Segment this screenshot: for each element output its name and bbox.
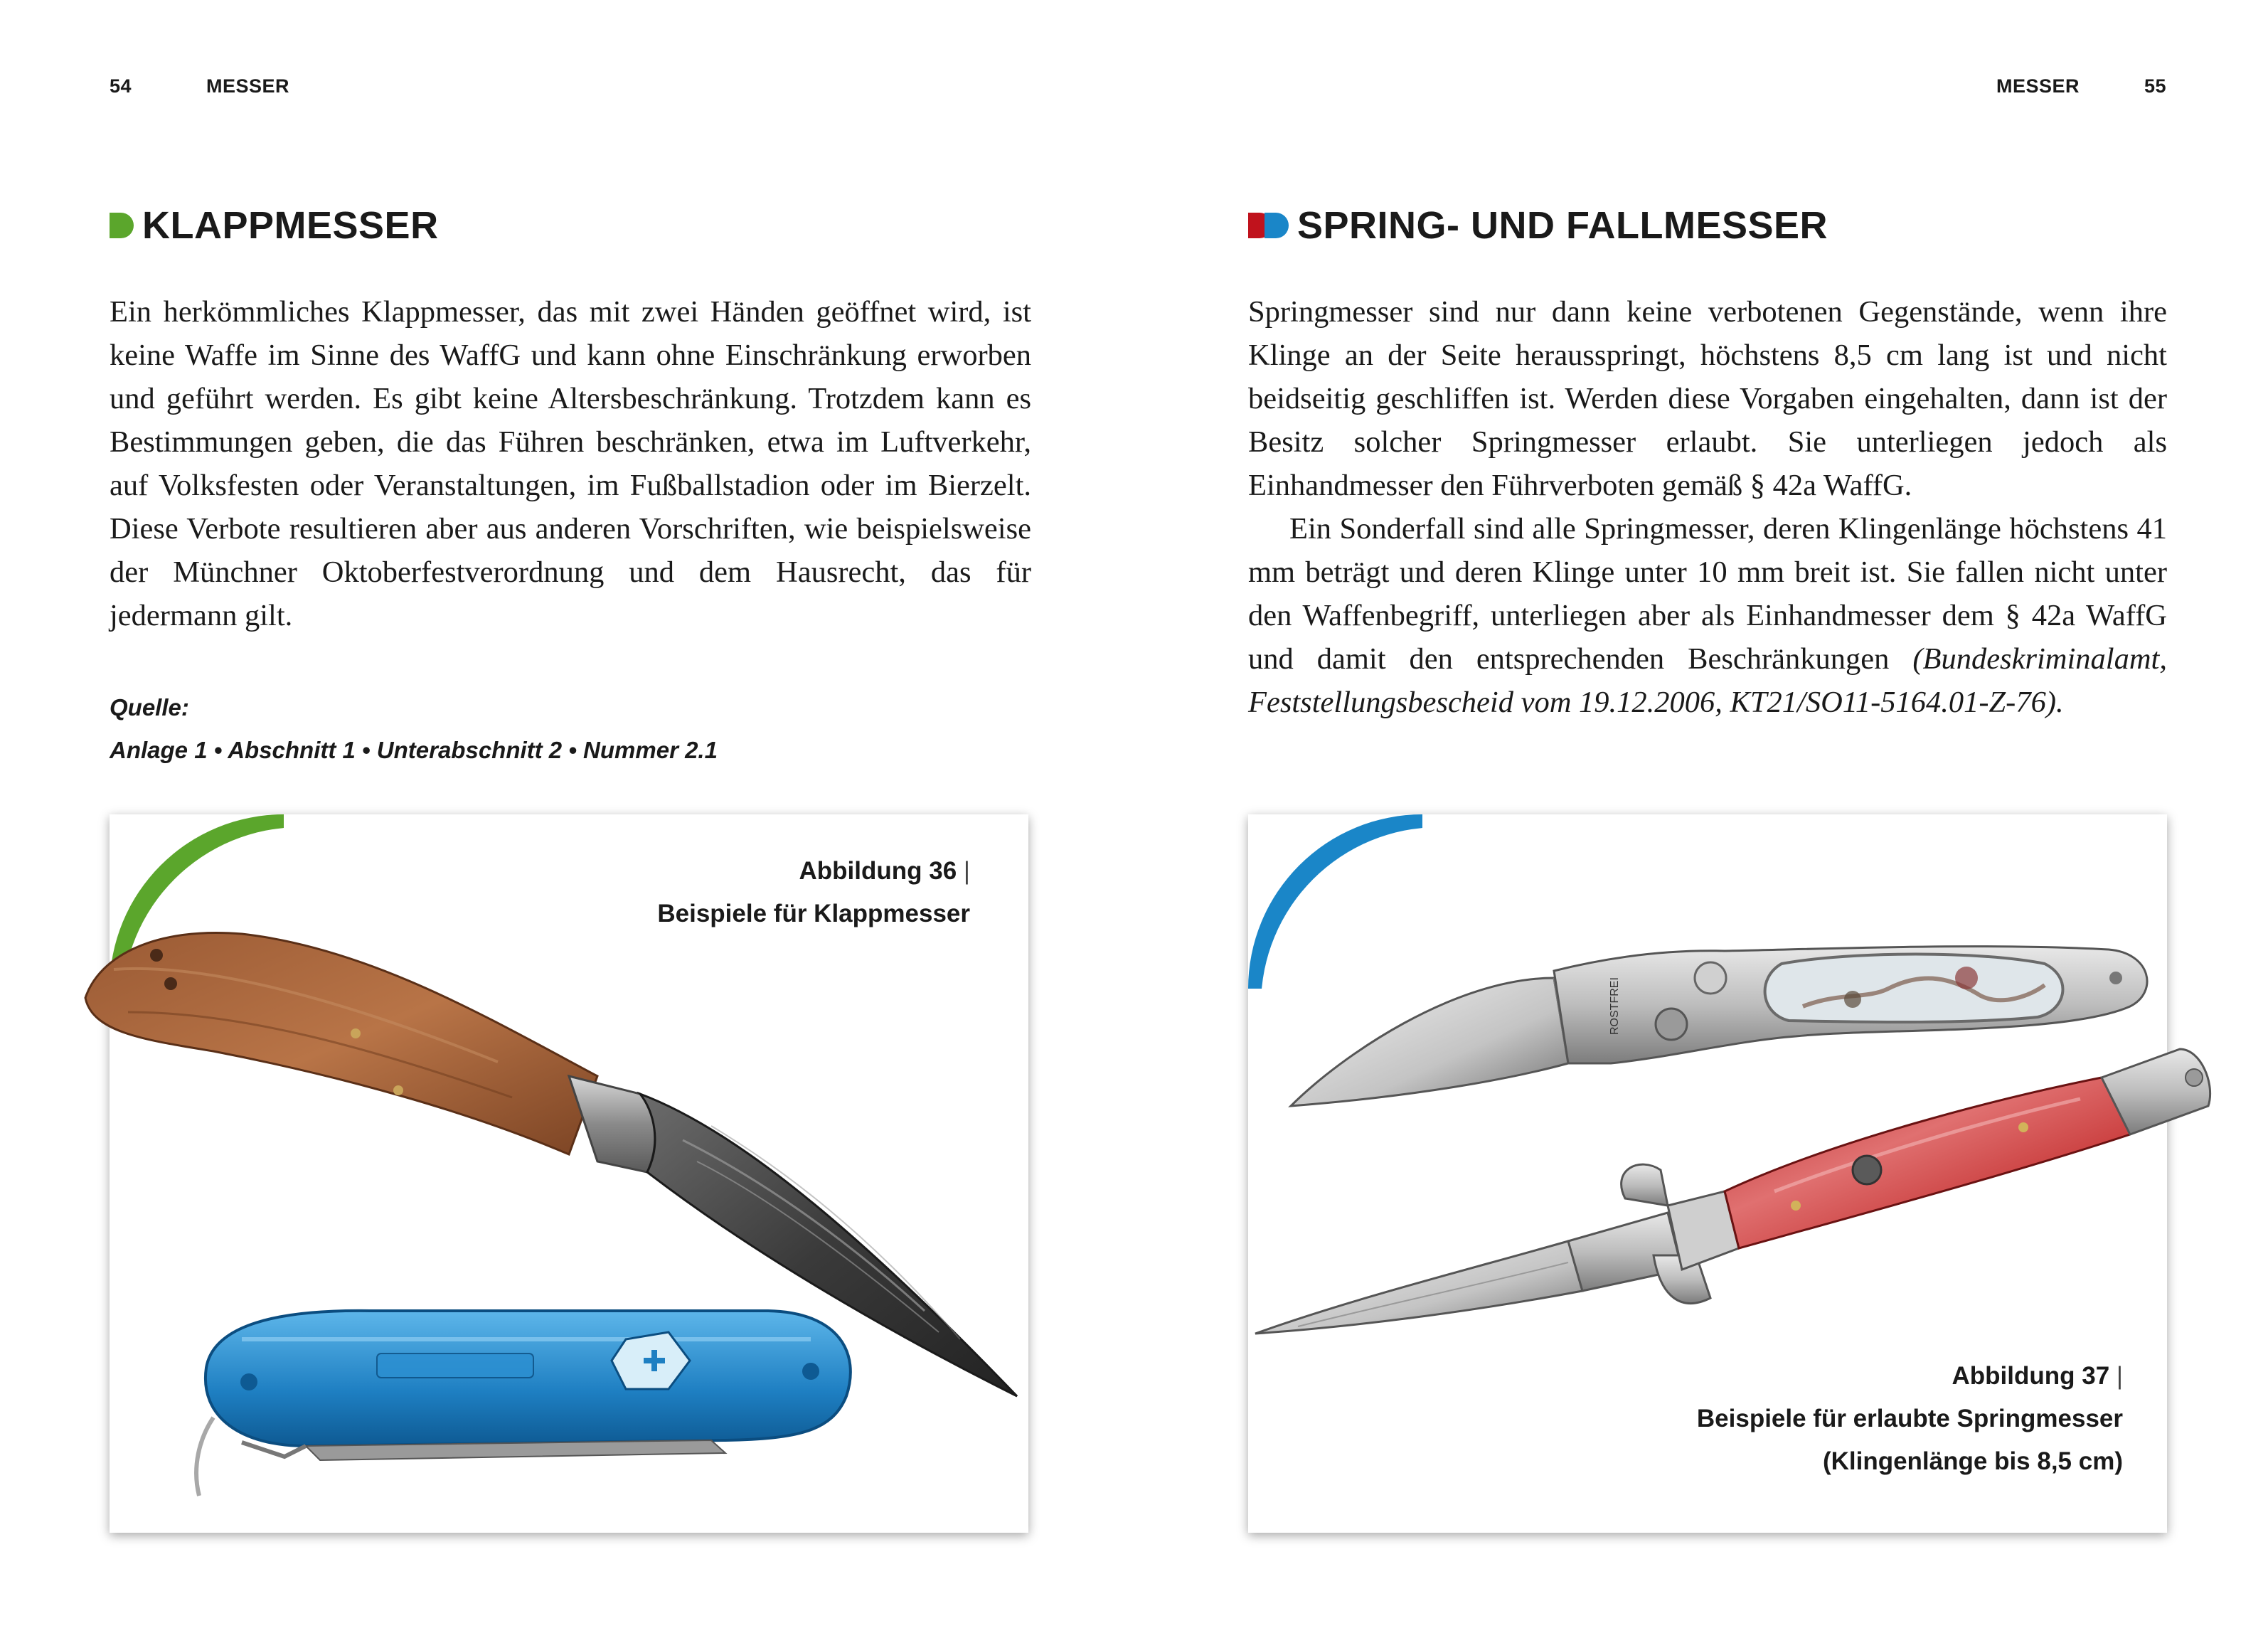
source-text: Anlage 1 • Abschnitt 1 • Unterabschnitt 2 • Nummer 2.1 bbox=[110, 737, 718, 763]
citation: (Bundeskriminalamt, Feststellungsbescheid vom 19.12.2006, KT21/SO11-5164.01-Z-76). bbox=[1248, 642, 2167, 719]
body-paragraph-1: Springmesser sind nur dann keine verbotenen Gegenstände, wenn ihre Klinge an der Seite herausspringt, höchstens 8,5 cm lang ist und nicht beidseitig geschliffen ist. Werden diese Vorgaben eingehalten, dann ist der Besitz solcher Springmesser erlaubt. Sie unterliegen jedoch als Einhandmesser den Führverboten gemäß § 42a WaffG. bbox=[1248, 295, 2167, 502]
blue-marker-icon bbox=[1265, 213, 1289, 238]
figure-37 bbox=[1248, 814, 2167, 1533]
body-paragraph-2 bbox=[1248, 507, 2167, 724]
blade-stamp: ROSTFREI bbox=[1609, 977, 1621, 1035]
springknives-illustration bbox=[1170, 871, 2237, 1412]
figure-caption: Abbildung 36 | Beispiele für Klappmesser bbox=[657, 850, 970, 935]
knives-illustration bbox=[71, 898, 1109, 1602]
swiss-army-knife bbox=[196, 1311, 851, 1496]
section-title bbox=[110, 203, 439, 248]
section-title-text: KLAPPMESSER bbox=[142, 204, 439, 247]
page-number: 55 bbox=[2144, 75, 2167, 97]
section-title bbox=[1248, 203, 1828, 248]
page-number: 54 bbox=[110, 75, 132, 97]
right-page bbox=[1134, 0, 2268, 1638]
figure-number: Abbildung 36 bbox=[799, 857, 957, 885]
body-paragraph-2-text: Ein Sonderfall sind alle Springmesser, deren Klingenlänge höchstens 41 mm beträgt und deren Klinge unter 10 mm breit ist. Sie fallen nicht unter den Waffenbegriff, unterliegen aber als Einhandmesser dem § 42a WaffG und damit den entsprechenden Beschränkungen bbox=[1248, 512, 2167, 676]
body-text bbox=[1248, 290, 2167, 724]
body-text bbox=[110, 290, 1031, 637]
running-head: MESSER bbox=[1996, 75, 2080, 97]
figure-caption: Abbildung 37 | Beispiele für erlaubte Springmesser (Klingenlänge bis 8,5 cm) bbox=[1697, 1355, 2123, 1483]
figure-caption-line-1: Beispiele für erlaubte Springmesser bbox=[1696, 1405, 2123, 1432]
figure-caption-text: Beispiele für Klappmesser bbox=[657, 900, 970, 927]
source-reference bbox=[110, 686, 718, 772]
figure-caption-line-2: (Klingenlänge bis 8,5 cm) bbox=[1822, 1447, 2123, 1475]
source-label: Quelle: bbox=[110, 694, 189, 720]
figure-number: Abbildung 37 bbox=[1952, 1362, 2110, 1390]
section-title-text: SPRING- UND FALLMESSER bbox=[1297, 204, 1828, 247]
section-marker-icon bbox=[110, 213, 134, 238]
body-paragraph: Ein herkömmliches Klappmesser, das mit zwei Händen geöffnet wird, ist keine Waffe im Sinne des WaffG und kann ohne Einschränkung erworben und geführt werden. Es gibt keine Altersbeschränkung. Trotzdem kann es Bestimmungen geben, die das Führen beschränken, etwa im Luftverkehr, auf Volksfesten oder Veranstaltungen, im Fußballstadion oder im Bierzelt. Diese Verbote resultieren aber aus anderen Vorschriften, wie beispielsweise der Münchner Oktoberfestverordnung und dem Hausrecht, das für jedermann gilt. bbox=[110, 295, 1031, 632]
section-marker-icon bbox=[1248, 213, 1289, 238]
figure-36 bbox=[110, 814, 1028, 1533]
side-opening-springknife bbox=[1291, 947, 2147, 1106]
running-head: MESSER bbox=[206, 75, 290, 97]
